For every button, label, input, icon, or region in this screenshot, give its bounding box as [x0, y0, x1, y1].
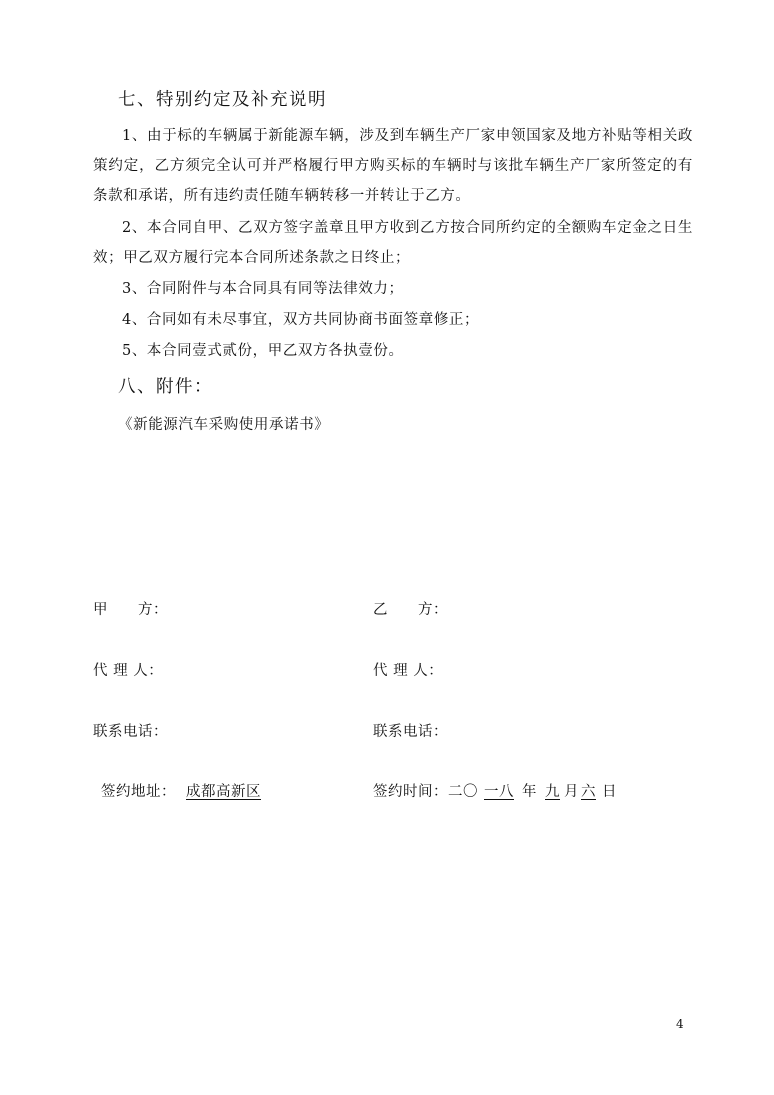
phone-b-label: 联系电话：	[373, 724, 448, 740]
day-text: 六	[581, 784, 596, 800]
clause-7-5: 5、本合同壹式贰份，甲乙双方各执壹份。	[122, 343, 404, 359]
year-unit: 年	[522, 784, 537, 800]
party-a-label: 甲 方：	[93, 602, 168, 618]
section-8-heading: 八、附件：	[118, 377, 213, 397]
clause-7-3: 3、合同附件与本合同具有同等法律效力；	[122, 281, 404, 297]
signing-time-label: 签约时间：	[373, 784, 448, 800]
phone-a-label: 联系电话：	[93, 724, 168, 740]
year-suffix-text: 一八	[484, 784, 514, 800]
clause-7-4: 4、合同如有未尽事宜，双方共同协商书面签章修正；	[122, 312, 480, 328]
year-suffix	[478, 784, 522, 800]
party-b-label: 乙 方：	[373, 602, 448, 618]
day-unit: 日	[602, 784, 617, 800]
month-value	[537, 784, 564, 800]
day-value	[579, 784, 602, 800]
year-prefix: 二〇	[448, 784, 478, 800]
clause-7-1: 1、由于标的车辆属于新能源车辆，涉及到车辆生产厂家申领国家及地方补贴等相关政策约定，乙方须完全认可并严格履行甲方购买标的车辆时与该批车辆生产厂家所签定的有条款和承诺，所有违约责任随车辆转移一并转让于乙方。	[93, 128, 693, 204]
section-7-heading: 七、特别约定及补充说明	[118, 90, 327, 110]
signing-place	[101, 780, 291, 801]
signing-date	[373, 780, 617, 801]
agent-b-label: 代 理 人：	[373, 663, 444, 679]
clause-7-2: 2、本合同自甲、乙双方签字盖章且甲方收到乙方按合同所约定的全额购车定金之日生效；甲乙双方履行完本合同所述条款之日终止；	[93, 220, 693, 266]
month-unit: 月	[564, 784, 579, 800]
signing-place-value	[176, 784, 291, 800]
signing-place-label: 签约地址：	[101, 784, 176, 800]
page-number: 4	[676, 1017, 684, 1031]
month-text: 九	[545, 784, 560, 800]
agent-a-label: 代 理 人：	[93, 663, 164, 679]
signing-place-text: 成都高新区	[186, 784, 261, 800]
attachment-title: 《新能源汽车采购使用承诺书》	[118, 417, 330, 433]
